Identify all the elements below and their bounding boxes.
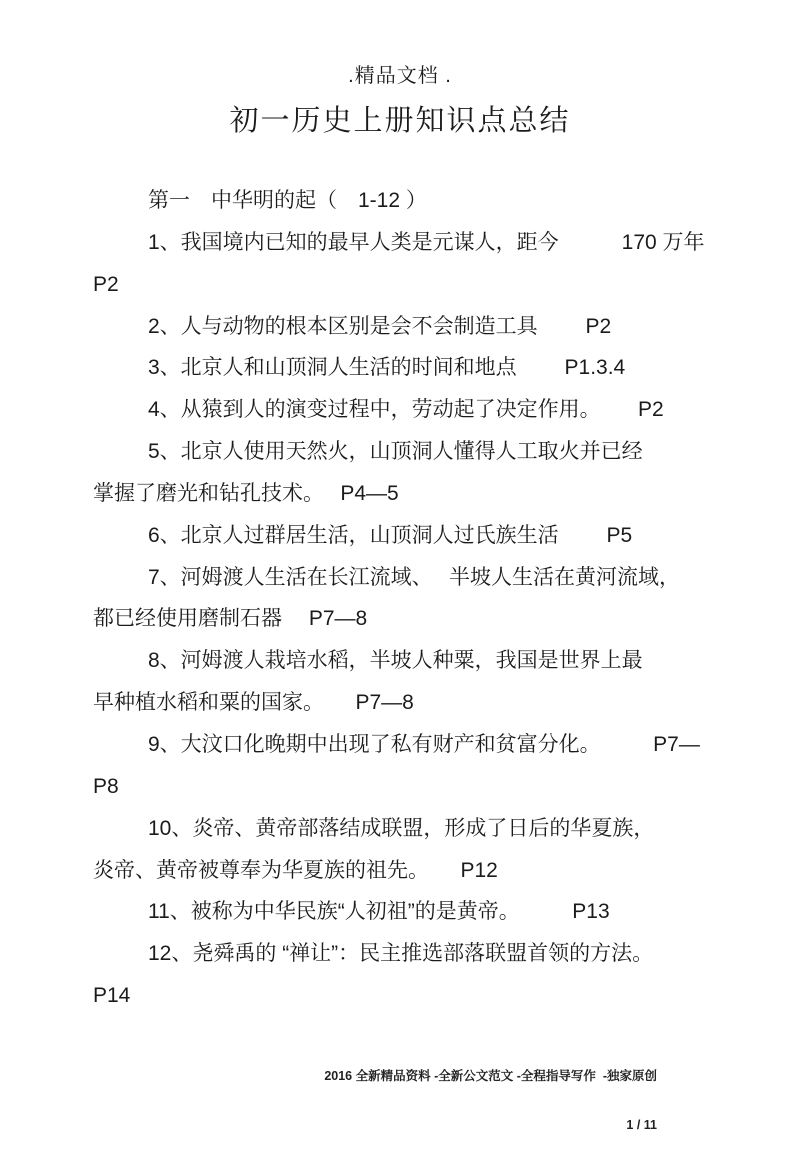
item-8-continuation: 早种植水稻和粟的国家。 P7—8 xyxy=(93,691,414,715)
item-7-line: 7、河姆渡人生活在长江流域、 半坡人生活在黄河流域， xyxy=(148,565,681,589)
item-12-page-ref: P14 xyxy=(93,984,131,1008)
item-3-line: 3、北京人和山顶洞人生活的时间和地点 P1.3.4 xyxy=(148,356,626,380)
footer-credit: 2016 全新精品资料 -全新公文范文 -全程指导写作 -独家原创 xyxy=(324,1069,657,1083)
item-5-line: 5、北京人使用天然火，山顶洞人懂得人工取火并已经 xyxy=(148,440,643,464)
item-5-continuation: 掌握了磨光和钻孔技术。 P4—5 xyxy=(93,481,399,505)
item-9-line: 9、大汶口化晚期中出现了私有财产和贫富分化。 P7— xyxy=(148,732,700,756)
item-1-line: 1、我国境内已知的最早人类是元谋人，距今 170 万年 xyxy=(148,230,705,254)
header-note: .精品文档 . xyxy=(348,65,452,87)
item-8-line: 8、河姆渡人栽培水稻，半坡人种粟，我国是世界上最 xyxy=(148,649,643,673)
section-heading: 第一 中华明的起（ 1-12 ） xyxy=(148,189,427,212)
page-title: 初一历史上册知识点总结 xyxy=(229,105,571,137)
item-6-line: 6、北京人过群居生活，山顶洞人过氏族生活 P5 xyxy=(148,523,633,547)
item-4-line: 4、从猿到人的演变过程中，劳动起了决定作用。 P2 xyxy=(148,398,664,422)
item-9-page-ref: P8 xyxy=(93,774,119,798)
page-number: 1 / 11 xyxy=(626,1118,657,1132)
document-body xyxy=(93,180,713,1017)
item-11-line: 11、被称为中华民族“人初祖”的是黄帝。 P13 xyxy=(148,900,610,924)
item-7-continuation: 都已经使用磨制石器 P7—8 xyxy=(93,607,368,631)
item-1-page-ref: P2 xyxy=(93,272,119,296)
page-footer xyxy=(324,1036,657,1165)
item-10-line: 10、炎帝、黄帝部落结成联盟，形成了日后的华夏族， xyxy=(148,816,655,840)
item-12-line: 12、尧舜禹的 “禅让”：民主推选部落联盟首领的方法。 xyxy=(148,942,654,966)
item-10-continuation: 炎帝、黄帝被尊奉为华夏族的祖先。 P12 xyxy=(93,858,498,882)
item-2-line: 2、人与动物的根本区别是会不会制造工具 P2 xyxy=(148,314,612,338)
